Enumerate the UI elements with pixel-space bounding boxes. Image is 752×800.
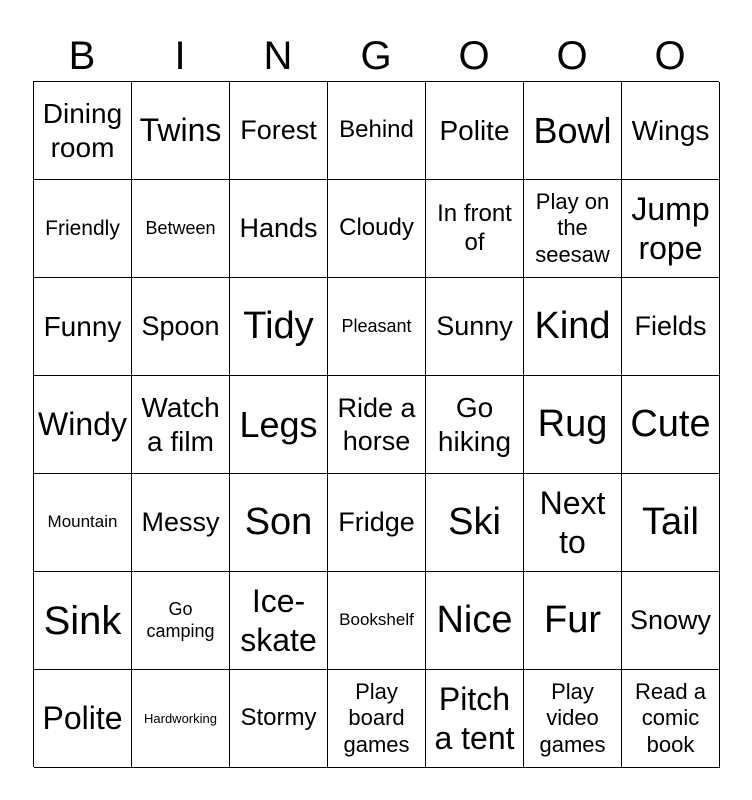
header-letter: B [68, 34, 96, 78]
bingo-cell[interactable]: Play video games [524, 670, 622, 768]
bingo-cell[interactable]: Son [230, 474, 328, 572]
bingo-cell[interactable]: Stormy [230, 670, 328, 768]
bingo-cell[interactable]: Ice-skate [230, 572, 328, 670]
bingo-cell[interactable]: Legs [230, 376, 328, 474]
bingo-cell[interactable]: Tidy [230, 278, 328, 376]
bingo-cell[interactable]: Friendly [34, 180, 132, 278]
bingo-cell[interactable]: Cloudy [328, 180, 426, 278]
bingo-cell[interactable]: Bowl [524, 82, 622, 180]
bingo-cell[interactable]: Bookshelf [328, 572, 426, 670]
bingo-cell[interactable]: Fur [524, 572, 622, 670]
bingo-cell[interactable]: Messy [132, 474, 230, 572]
bingo-cell[interactable]: Twins [132, 82, 230, 180]
bingo-cell[interactable]: Play board games [328, 670, 426, 768]
header-letter: G [360, 34, 392, 78]
bingo-cell[interactable]: Hardworking [132, 670, 230, 768]
bingo-cell[interactable]: Read a comic book [622, 670, 720, 768]
bingo-cell[interactable]: Pleasant [328, 278, 426, 376]
bingo-cell[interactable]: Funny [34, 278, 132, 376]
bingo-cell[interactable]: Pitch a tent [426, 670, 524, 768]
bingo-cell[interactable]: Forest [230, 82, 328, 180]
bingo-cell[interactable]: Snowy [622, 572, 720, 670]
bingo-cell[interactable]: Nice [426, 572, 524, 670]
bingo-cell[interactable]: Ride a horse [328, 376, 426, 474]
header-letter: N [263, 34, 293, 78]
bingo-cell[interactable]: Jump rope [622, 180, 720, 278]
bingo-cell[interactable]: Next to [524, 474, 622, 572]
bingo-cell[interactable]: Spoon [132, 278, 230, 376]
bingo-cell[interactable]: Dining room [34, 82, 132, 180]
bingo-cell[interactable]: Cute [622, 376, 720, 474]
bingo-cell[interactable]: In front of [426, 180, 524, 278]
bingo-cell[interactable]: Sink [34, 572, 132, 670]
bingo-header [33, 30, 719, 82]
bingo-cell[interactable]: Hands [230, 180, 328, 278]
bingo-board [33, 81, 719, 767]
bingo-cell[interactable]: Mountain [34, 474, 132, 572]
bingo-cell[interactable]: Behind [328, 82, 426, 180]
bingo-cell[interactable]: Watch a film [132, 376, 230, 474]
bingo-cell[interactable]: Between [132, 180, 230, 278]
bingo-cell[interactable]: Ski [426, 474, 524, 572]
bingo-cell[interactable]: Polite [426, 82, 524, 180]
bingo-cell[interactable]: Go hiking [426, 376, 524, 474]
bingo-cell[interactable]: Fridge [328, 474, 426, 572]
header-letter: I [174, 34, 186, 78]
bingo-cell[interactable]: Tail [622, 474, 720, 572]
bingo-cell[interactable]: Wings [622, 82, 720, 180]
bingo-cell[interactable]: Sunny [426, 278, 524, 376]
bingo-cell[interactable]: Kind [524, 278, 622, 376]
header-letter: O [458, 34, 490, 78]
header-letter: O [654, 34, 686, 78]
bingo-cell[interactable]: Fields [622, 278, 720, 376]
bingo-cell[interactable]: Polite [34, 670, 132, 768]
bingo-cell[interactable]: Rug [524, 376, 622, 474]
bingo-cell[interactable]: Play on the seesaw [524, 180, 622, 278]
header-letter: O [556, 34, 588, 78]
bingo-cell[interactable]: Go camping [132, 572, 230, 670]
bingo-cell[interactable]: Windy [34, 376, 132, 474]
